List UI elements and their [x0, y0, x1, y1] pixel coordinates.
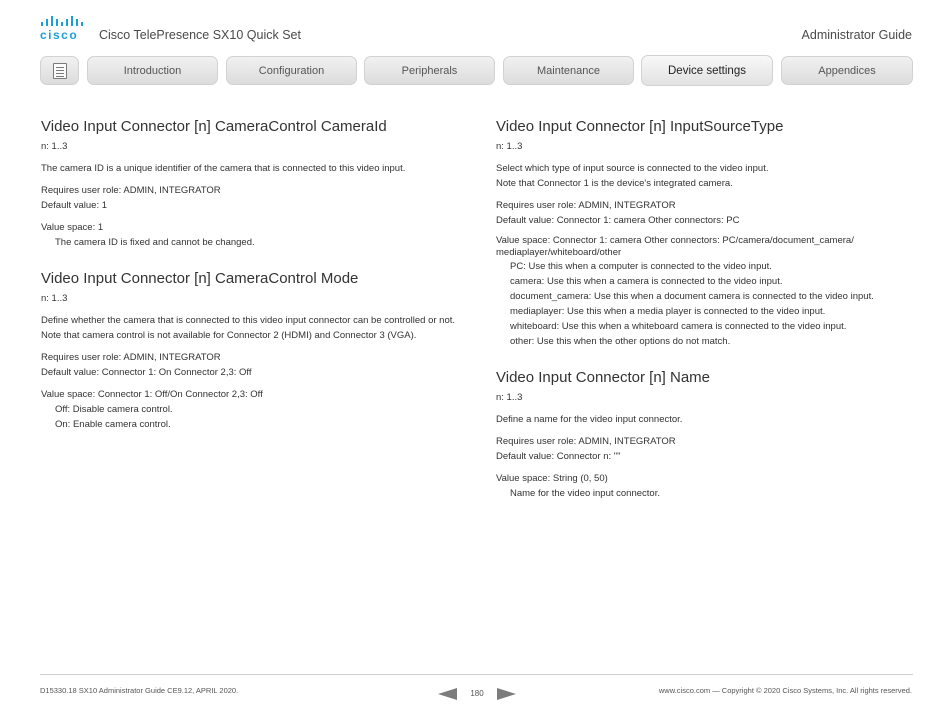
setting-n-range: n: 1..3 — [41, 141, 68, 152]
tab-table-of-contents[interactable] — [40, 56, 79, 85]
setting-n-range: n: 1..3 — [41, 293, 68, 304]
value-description: Name for the video input connector. — [510, 488, 660, 499]
setting-role: Requires user role: ADMIN, INTEGRATOR — [496, 200, 676, 211]
footer-copyright: www.cisco.com — Copyright © 2020 Cisco Systems, Inc. All rights reserved. — [658, 686, 912, 695]
setting-camera-id — [41, 118, 461, 250]
setting-default: Default value: 1 — [41, 200, 108, 211]
setting-default: Default value: Connector n: "" — [496, 451, 621, 462]
setting-role: Requires user role: ADMIN, INTEGRATOR — [41, 185, 221, 196]
setting-description: Select which type of input source is connected to the video input. — [496, 163, 769, 174]
value-description: Off: Disable camera control. — [55, 404, 173, 415]
setting-value-space: Value space: Connector 1: camera Other connectors: PC/camera/document_camera/ — [496, 235, 854, 246]
setting-value-space: Value space: 1 — [41, 222, 104, 233]
setting-title: Video Input Connector [n] Name — [496, 369, 711, 386]
page-navigation — [438, 686, 516, 702]
value-description: The camera ID is fixed and cannot be changed. — [55, 237, 255, 248]
setting-note: Note that Connector 1 is the device's integrated camera. — [496, 178, 733, 189]
chapter-tabs — [40, 56, 913, 85]
setting-title: Video Input Connector [n] InputSourceType — [496, 118, 784, 135]
footer-document-id: D15330.18 SX10 Administrator Guide CE9.12, APRIL 2020. — [40, 686, 239, 695]
setting-title: Video Input Connector [n] CameraControl CameraId — [41, 118, 387, 135]
setting-name — [496, 369, 916, 501]
setting-role: Requires user role: ADMIN, INTEGRATOR — [496, 436, 676, 447]
setting-role: Requires user role: ADMIN, INTEGRATOR — [41, 352, 221, 363]
next-page-arrow-icon[interactable] — [497, 688, 516, 700]
setting-n-range: n: 1..3 — [496, 392, 523, 403]
footer-divider — [40, 674, 913, 675]
page-header — [0, 0, 950, 50]
right-column — [496, 118, 916, 521]
setting-value-space: Value space: String (0, 50) — [496, 473, 608, 484]
value-description: mediaplayer: Use this when a media player is connected to the video input. — [510, 306, 826, 317]
value-description: PC: Use this when a computer is connected to the video input. — [510, 261, 772, 272]
value-description: whiteboard: Use this when a whiteboard camera is connected to the video input. — [510, 321, 847, 332]
tab-appendices[interactable]: Appendices — [781, 56, 913, 85]
logo-wordmark: cisco — [40, 28, 79, 42]
setting-description: The camera ID is a unique identifier of the camera that is connected to this video input. — [41, 163, 406, 174]
setting-description: Define whether the camera that is connected to this video input connector can be controlled or not. — [41, 315, 456, 326]
setting-input-source-type — [496, 118, 916, 349]
setting-n-range: n: 1..3 — [496, 141, 523, 152]
setting-default: Default value: Connector 1: On Connector 2,3: Off — [41, 367, 252, 378]
previous-page-arrow-icon[interactable] — [438, 688, 457, 700]
cisco-logo — [40, 16, 86, 42]
setting-description: Define a name for the video input connector. — [496, 414, 683, 425]
setting-title: Video Input Connector [n] CameraControl Mode — [41, 270, 359, 287]
setting-value-space: Value space: Connector 1: Off/On Connector 2,3: Off — [41, 389, 263, 400]
value-description: camera: Use this when a camera is connected to the video input. — [510, 276, 783, 287]
guide-title: Administrator Guide — [801, 28, 912, 42]
setting-value-space-continued: mediaplayer/whiteboard/other — [496, 247, 622, 258]
tab-device-settings[interactable]: Device settings — [641, 55, 773, 86]
page-number: 180 — [470, 689, 484, 698]
tab-configuration[interactable]: Configuration — [226, 56, 357, 85]
value-description: document_camera: Use this when a document camera is connected to the video input. — [510, 291, 874, 302]
value-description: On: Enable camera control. — [55, 419, 171, 430]
setting-camera-control-mode — [41, 270, 461, 432]
setting-default: Default value: Connector 1: camera Other connectors: PC — [496, 215, 740, 226]
setting-note: Note that camera control is not available for Connector 2 (HDMI) and Connector 3 (VGA). — [41, 330, 417, 341]
tab-maintenance[interactable]: Maintenance — [503, 56, 634, 85]
document-icon — [53, 63, 67, 79]
value-description: other: Use this when the other options do not match. — [510, 336, 731, 347]
tab-introduction[interactable]: Introduction — [87, 56, 218, 85]
product-title: Cisco TelePresence SX10 Quick Set — [99, 28, 301, 42]
left-column — [41, 118, 461, 452]
tab-peripherals[interactable]: Peripherals — [364, 56, 495, 85]
